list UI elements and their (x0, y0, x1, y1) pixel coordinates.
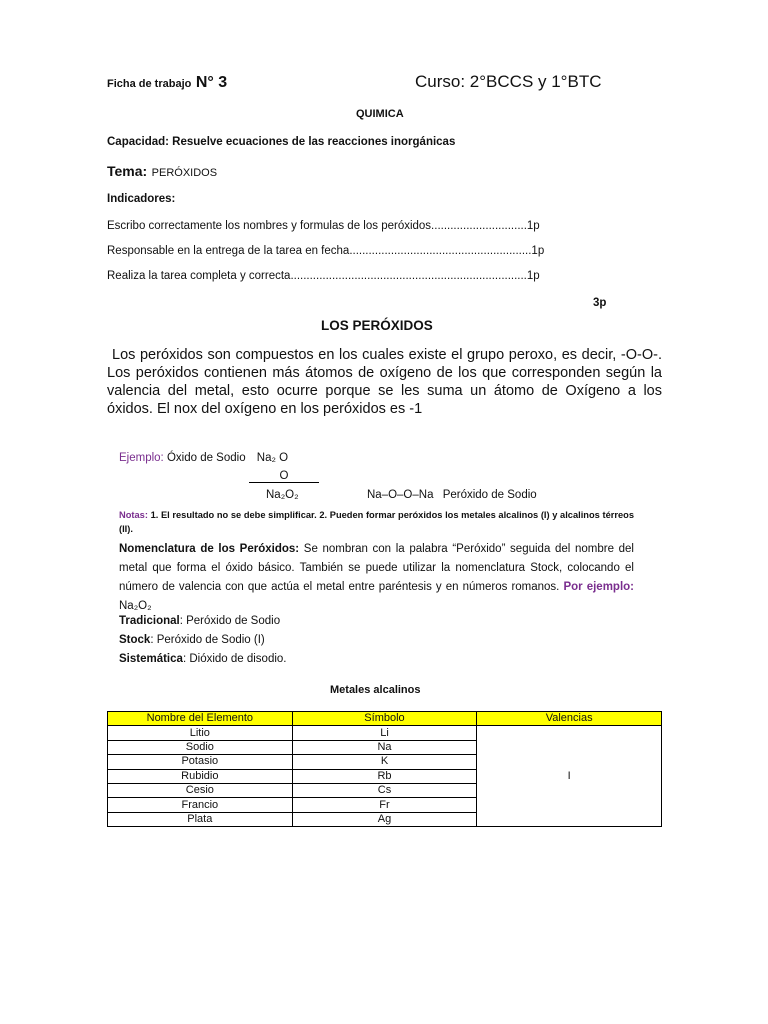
name-label: Sistemática (119, 653, 183, 665)
element-name: Rubidio (108, 769, 293, 783)
ficha-number: N° 3 (195, 74, 228, 91)
header-valences: Valencias (477, 712, 662, 726)
element-symbol: Rb (292, 769, 477, 783)
nomenclature-block (119, 540, 634, 616)
name-tradicional (119, 615, 280, 627)
ficha-label: Ficha de trabajo (107, 78, 192, 90)
subject-title: QUIMICA (356, 108, 404, 120)
example-label: Ejemplo: (119, 452, 164, 464)
element-symbol: Na (292, 740, 477, 754)
indicadores-title: Indicadores: (107, 193, 176, 205)
nomenclature-example-label: Por ejemplo: (563, 581, 635, 593)
notes-block (119, 508, 634, 536)
element-symbol: Cs (292, 783, 477, 797)
name-label: Tradicional (119, 615, 180, 627)
table-title: Metales alcalinos (330, 684, 421, 696)
element-name: Litio (108, 726, 293, 740)
course-label: Curso: 2°BCCS y 1°BTC (415, 72, 602, 91)
structure-formula: Na–O–O–Na (367, 489, 434, 501)
header-symbol: Símbolo (292, 712, 477, 726)
indicator-item: Escribo correctamente los nombres y formulas de los peróxidos..............................1p (107, 220, 540, 232)
peroxide-structure (367, 489, 537, 501)
notes-label: Notas: (119, 510, 148, 520)
name-label: Stock (119, 634, 151, 646)
element-symbol: Ag (292, 812, 477, 826)
intro-paragraph: Los peróxidos son compuestos en los cuales existe el grupo peroxo, es decir, -O-O-. Los peróxidos contienen más átomos de oxígeno de los que corresponden según la valencia del metal, esto ocurre porque se les suma un átomo de Oxígeno a los óxidos. El nox del oxígeno en los peróxidos es -1 (107, 347, 662, 417)
alkali-metals-table (107, 711, 662, 827)
tema-label: Tema: (107, 163, 148, 179)
nomenclature-text: Se nombran con la palabra “Peróxido” seguida del nombre del metal que forma el óxido básico. También se puede utilizar la nomenclatura Stock, colocando el número de valencia con que actúa el metal entre paréntesis y en números romanos. (119, 543, 634, 593)
element-name: Sodio (108, 740, 293, 754)
indicator-item: Responsable en la entrega de la tarea en fecha.........................................................1p (107, 245, 545, 257)
name-value: : Dióxido de disodio. (182, 653, 287, 665)
element-name: Plata (108, 812, 293, 826)
section-title: LOS PERÓXIDOS (321, 318, 433, 333)
name-value: : Peróxido de Sodio (I) (150, 634, 265, 646)
tema (107, 163, 217, 181)
nomenclature-example-formula: Na₂O₂ (119, 600, 152, 612)
element-symbol: Li (292, 726, 477, 740)
example-text: Óxido de Sodio (166, 452, 246, 464)
element-name: Cesio (108, 783, 293, 797)
header-element-name: Nombre del Elemento (108, 712, 293, 726)
valence-value: I (477, 726, 662, 827)
element-name: Francio (108, 798, 293, 812)
table-row (108, 726, 662, 740)
element-symbol: K (292, 755, 477, 769)
table-header-row (108, 712, 662, 726)
example-line (119, 452, 288, 464)
name-value: : Peróxido de Sodio (179, 615, 281, 627)
indicator-item: Realiza la tarea completa y correcta..........................................................................1p (107, 270, 540, 282)
added-oxygen: O (249, 470, 319, 483)
name-sistematica (119, 653, 287, 665)
name-stock (119, 634, 265, 646)
indicator-total: 3p (593, 297, 607, 309)
element-name: Potasio (108, 755, 293, 769)
nomenclature-title: Nomenclatura de los Peróxidos: (119, 543, 300, 555)
notes-text: 1. El resultado no se debe simplificar. 2. Pueden formar peróxidos los metales alcalinos (I) y alcalinos térreos (II). (119, 510, 634, 534)
capacidad: Capacidad: Resuelve ecuaciones de las reacciones inorgánicas (107, 136, 456, 148)
element-symbol: Fr (292, 798, 477, 812)
peroxide-name: Peróxido de Sodio (442, 489, 537, 501)
example-oxide-formula: Na₂ O (256, 452, 289, 464)
peroxide-formula: Na₂O₂ (266, 489, 299, 501)
tema-value: PERÓXIDOS (151, 167, 218, 179)
worksheet-header (107, 74, 227, 92)
